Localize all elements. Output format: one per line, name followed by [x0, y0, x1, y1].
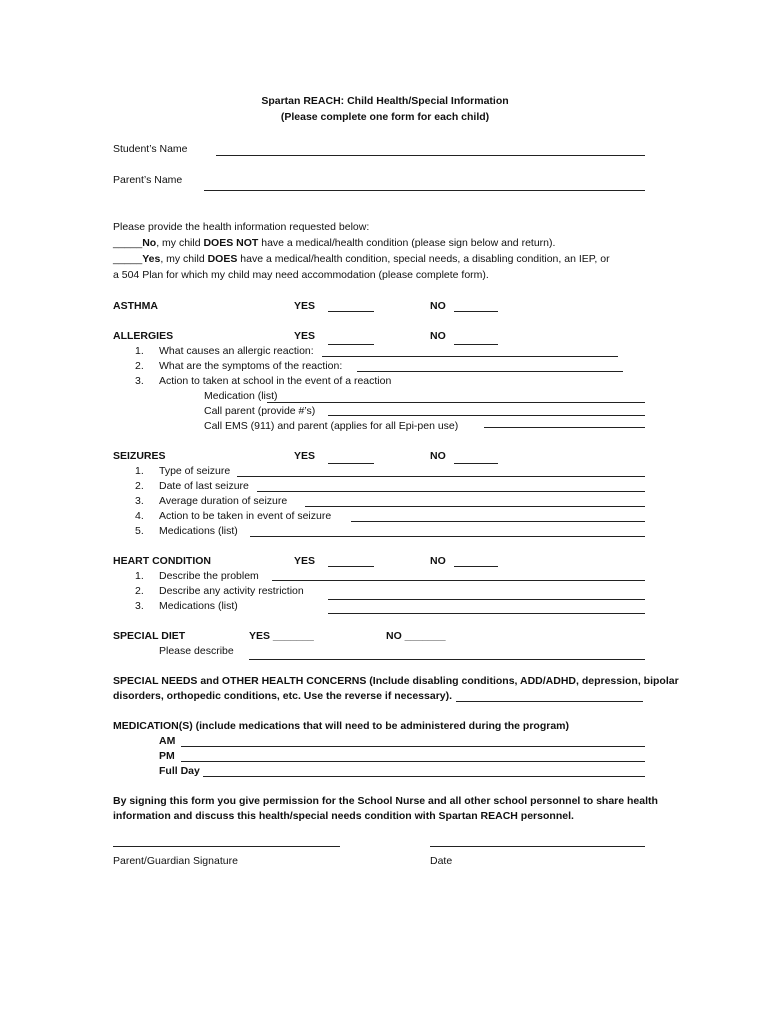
list-number: 3. [135, 375, 144, 387]
no-option-emph: DOES NOT [203, 237, 259, 249]
diet-heading: SPECIAL DIET [113, 630, 186, 642]
medications-am-field[interactable] [181, 746, 645, 747]
parent-name-field[interactable] [204, 190, 645, 191]
date-field[interactable] [430, 846, 645, 847]
allergies-no-label: NO [430, 330, 446, 342]
student-name-label: Student’s Name [113, 143, 188, 155]
allergy-symptoms-label: What are the symptoms of the reaction: [159, 360, 343, 372]
heart-heading: HEART CONDITION [113, 555, 211, 567]
no-option-post: have a medical/health condition (please sign below and return). [258, 237, 556, 249]
signature-field[interactable] [113, 846, 340, 847]
asthma-yes-label: YES [294, 300, 316, 312]
list-number: 3. [135, 495, 144, 507]
seizures-heading: SEIZURES [113, 450, 166, 462]
form-subtitle: (Please complete one form for each child) [280, 111, 490, 123]
asthma-heading: ASTHMA [113, 300, 158, 312]
allergy-medication-field[interactable] [267, 402, 645, 403]
allergies-no-field[interactable] [454, 344, 498, 345]
medications-fullday-field[interactable] [203, 776, 645, 777]
asthma-yes-field[interactable] [328, 311, 374, 312]
allergies-yes-field[interactable] [328, 344, 374, 345]
allergy-cause-label: What causes an allergic reaction: [159, 345, 314, 357]
yes-option-post: have a medical/health condition, special needs, a disabling condition, an IEP, or [237, 253, 610, 265]
allergy-medication-label: Medication (list) [204, 390, 278, 402]
allergy-call-ems-field[interactable] [484, 427, 645, 428]
allergy-action-label: Action to taken at school in the event of a reaction [159, 375, 392, 387]
seizures-no-label: NO [430, 450, 446, 462]
seizure-medications-label: Medications (list) [159, 525, 238, 537]
no-option-word: No [142, 237, 157, 249]
medications-am-label: AM [159, 735, 176, 747]
yes-option-line [113, 253, 610, 266]
list-number: 4. [135, 510, 144, 522]
allergies-heading: ALLERGIES [113, 330, 174, 342]
yes-option-pre: , my child [160, 253, 208, 265]
seizure-duration-label: Average duration of seizure [159, 495, 288, 507]
seizure-type-label: Type of seizure [159, 465, 231, 477]
signature-label: Parent/Guardian Signature [113, 855, 238, 867]
list-number: 3. [135, 600, 144, 612]
student-name-field[interactable] [216, 155, 645, 156]
allergy-call-parent-label: Call parent (provide #’s) [204, 405, 316, 417]
asthma-no-field[interactable] [454, 311, 498, 312]
heart-problem-field[interactable] [272, 580, 645, 581]
list-number: 5. [135, 525, 144, 537]
no-option-line [113, 237, 555, 250]
seizure-duration-field[interactable] [305, 506, 645, 507]
allergy-call-parent-field[interactable] [328, 415, 645, 416]
medications-fullday-label: Full Day [159, 765, 200, 777]
consent-line2: information and discuss this health/special needs condition with Spartan REACH personnel. [113, 810, 574, 822]
no-option-blank[interactable]: _____ [113, 237, 143, 249]
list-number: 2. [135, 360, 144, 372]
list-number: 1. [135, 345, 144, 357]
special-needs-line2: disorders, orthopedic conditions, etc. Use the reverse if necessary). [113, 690, 453, 702]
diet-describe-label: Please describe [159, 645, 234, 657]
list-number: 1. [135, 465, 144, 477]
seizure-action-field[interactable] [351, 521, 645, 522]
seizure-action-label: Action to be taken in event of seizure [159, 510, 332, 522]
medications-heading: MEDICATION(S) (include medications that will need to be administered during the program) [113, 720, 570, 732]
special-needs-line1: SPECIAL NEEDS and OTHER HEALTH CONCERNS (Include disabling conditions, ADD/ADHD, depression, bipolar [113, 675, 679, 687]
seizure-date-field[interactable] [257, 491, 645, 492]
heart-problem-label: Describe the problem [159, 570, 259, 582]
allergies-yes-label: YES [294, 330, 316, 342]
special-needs-field[interactable] [456, 701, 643, 702]
list-number: 2. [135, 585, 144, 597]
list-number: 1. [135, 570, 144, 582]
yes-option-blank[interactable]: _____ [113, 253, 143, 265]
seizure-date-label: Date of last seizure [159, 480, 249, 492]
asthma-no-label: NO [430, 300, 446, 312]
seizures-yes-field[interactable] [328, 463, 374, 464]
seizure-medications-field[interactable] [250, 536, 645, 537]
consent-line1: By signing this form you give permission for the School Nurse and all other school personnel to share health [113, 795, 658, 807]
yes-option-line2: a 504 Plan for which my child may need accommodation (please complete form). [113, 269, 489, 281]
list-number: 2. [135, 480, 144, 492]
allergy-call-ems-label: Call EMS (911) and parent (applies for all Epi-pen use) [204, 420, 459, 432]
heart-medications-label: Medications (list) [159, 600, 238, 612]
form-title: Spartan REACH: Child Health/Special Information [261, 95, 509, 107]
date-label: Date [430, 855, 453, 867]
diet-yes-field[interactable]: YES _______ [249, 630, 314, 642]
parent-name-label: Parent’s Name [113, 174, 183, 186]
seizure-type-field[interactable] [237, 476, 645, 477]
heart-yes-label: YES [294, 555, 316, 567]
heart-medications-field[interactable] [328, 613, 645, 614]
medications-pm-label: PM [159, 750, 175, 762]
yes-option-word: Yes [142, 253, 161, 265]
medications-pm-field[interactable] [181, 761, 645, 762]
heart-no-field[interactable] [454, 566, 498, 567]
no-option-pre: , my child [156, 237, 204, 249]
heart-no-label: NO [430, 555, 446, 567]
diet-describe-field[interactable] [249, 659, 645, 660]
heart-restriction-field[interactable] [328, 599, 645, 600]
intro-text: Please provide the health information requested below: [113, 221, 370, 233]
heart-restriction-label: Describe any activity restriction [159, 585, 304, 597]
heart-yes-field[interactable] [328, 566, 374, 567]
yes-option-emph: DOES [207, 253, 238, 265]
seizures-no-field[interactable] [454, 463, 498, 464]
allergy-cause-field[interactable] [322, 356, 618, 357]
seizures-yes-label: YES [294, 450, 316, 462]
diet-no-field[interactable]: NO _______ [386, 630, 446, 642]
allergy-symptoms-field[interactable] [357, 371, 623, 372]
